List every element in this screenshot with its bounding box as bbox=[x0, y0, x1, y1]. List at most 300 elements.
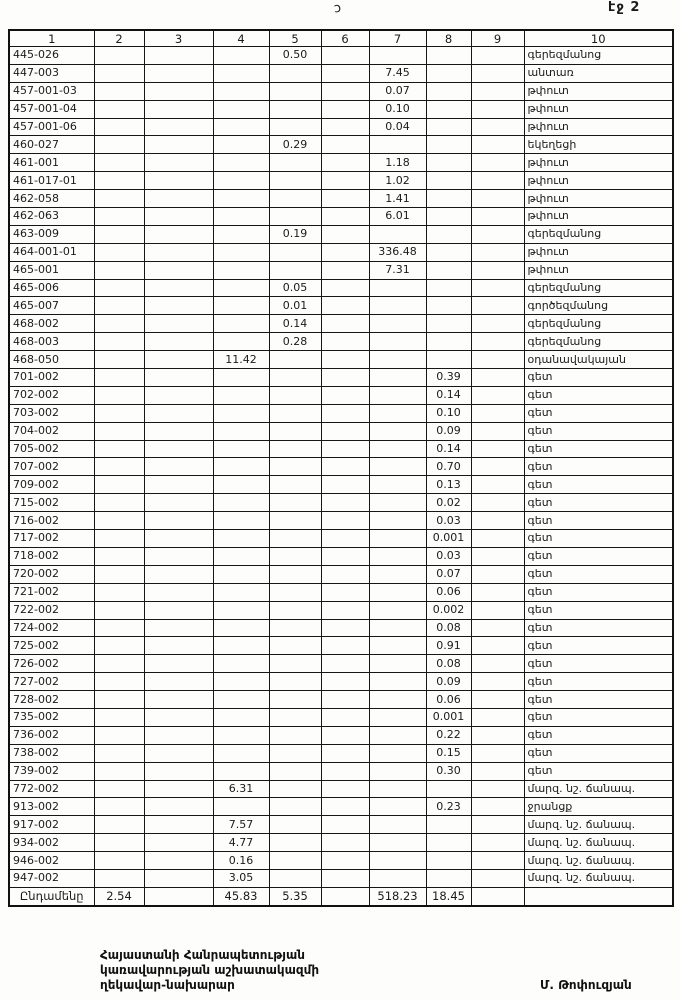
column-header: 1 bbox=[9, 30, 94, 47]
value-cell bbox=[94, 190, 144, 208]
table-row bbox=[9, 476, 673, 494]
parcel-code-cell: 718-002 bbox=[9, 547, 94, 565]
land-type-cell: թփուտ bbox=[524, 82, 673, 100]
parcel-code-cell: 772-002 bbox=[9, 780, 94, 798]
value-cell bbox=[471, 82, 524, 100]
land-type-cell: գետ bbox=[524, 637, 673, 655]
value-cell: 0.29 bbox=[269, 136, 321, 154]
land-type-cell: գետ bbox=[524, 547, 673, 565]
value-cell bbox=[369, 601, 426, 619]
value-cell bbox=[213, 136, 269, 154]
land-type-cell: գերեզմանոց bbox=[524, 225, 673, 243]
table-row bbox=[9, 208, 673, 226]
table-row bbox=[9, 136, 673, 154]
value-cell: 0.50 bbox=[269, 47, 321, 65]
table-row bbox=[9, 780, 673, 798]
value-cell bbox=[426, 225, 471, 243]
value-cell: 6.31 bbox=[213, 780, 269, 798]
value-cell: 0.08 bbox=[426, 655, 471, 673]
value-cell bbox=[213, 422, 269, 440]
land-type-cell: մարզ. նշ. ճանապ. bbox=[524, 869, 673, 887]
value-cell bbox=[321, 172, 369, 190]
value-cell bbox=[213, 225, 269, 243]
value-cell bbox=[369, 834, 426, 852]
value-cell bbox=[471, 351, 524, 369]
value-cell bbox=[94, 47, 144, 65]
value-cell bbox=[213, 726, 269, 744]
parcel-code-cell: 934-002 bbox=[9, 834, 94, 852]
value-cell: 0.02 bbox=[426, 494, 471, 512]
land-type-cell: գետ bbox=[524, 386, 673, 404]
land-type-cell: թփուտ bbox=[524, 100, 673, 118]
value-cell bbox=[321, 154, 369, 172]
table-row bbox=[9, 637, 673, 655]
value-cell bbox=[144, 190, 213, 208]
column-header: 4 bbox=[213, 30, 269, 47]
value-cell bbox=[471, 136, 524, 154]
value-cell bbox=[94, 154, 144, 172]
table-row bbox=[9, 512, 673, 530]
value-cell bbox=[269, 64, 321, 82]
value-cell bbox=[471, 404, 524, 422]
land-type-cell: գերեզմանոց bbox=[524, 47, 673, 65]
value-cell bbox=[269, 476, 321, 494]
value-cell bbox=[321, 601, 369, 619]
value-cell bbox=[471, 869, 524, 887]
table-row bbox=[9, 82, 673, 100]
value-cell bbox=[94, 440, 144, 458]
value-cell bbox=[426, 279, 471, 297]
handwritten-mark: ↄ bbox=[332, 0, 343, 17]
value-cell bbox=[144, 315, 213, 333]
land-type-cell: մարզ. նշ. ճանապ. bbox=[524, 834, 673, 852]
value-cell bbox=[94, 547, 144, 565]
value-cell bbox=[471, 243, 524, 261]
value-cell: 0.10 bbox=[426, 404, 471, 422]
parcel-code-cell: 739-002 bbox=[9, 762, 94, 780]
land-type-cell: եկեղեցի bbox=[524, 136, 673, 154]
value-cell: 0.23 bbox=[426, 798, 471, 816]
value-cell bbox=[144, 708, 213, 726]
value-cell bbox=[321, 279, 369, 297]
column-header: 5 bbox=[269, 30, 321, 47]
value-cell bbox=[369, 369, 426, 387]
value-cell bbox=[213, 601, 269, 619]
parcel-code-cell: 705-002 bbox=[9, 440, 94, 458]
value-cell: 5.35 bbox=[269, 887, 321, 905]
value-cell: 0.06 bbox=[426, 583, 471, 601]
land-type-cell bbox=[524, 887, 673, 905]
value-cell bbox=[321, 261, 369, 279]
value-cell bbox=[144, 565, 213, 583]
value-cell bbox=[144, 386, 213, 404]
value-cell bbox=[94, 530, 144, 548]
value-cell bbox=[144, 547, 213, 565]
land-type-cell: գետ bbox=[524, 601, 673, 619]
page-number-label: էջ 2 bbox=[608, 0, 641, 15]
land-type-cell: թփուտ bbox=[524, 243, 673, 261]
value-cell bbox=[94, 172, 144, 190]
value-cell bbox=[269, 798, 321, 816]
value-cell bbox=[213, 47, 269, 65]
value-cell: 45.83 bbox=[213, 887, 269, 905]
value-cell bbox=[321, 583, 369, 601]
value-cell bbox=[369, 798, 426, 816]
table-row bbox=[9, 261, 673, 279]
table-row bbox=[9, 369, 673, 387]
value-cell bbox=[471, 386, 524, 404]
value-cell bbox=[94, 333, 144, 351]
value-cell bbox=[321, 440, 369, 458]
value-cell bbox=[94, 208, 144, 226]
parcel-code-cell: 724-002 bbox=[9, 619, 94, 637]
value-cell: 0.04 bbox=[369, 118, 426, 136]
value-cell bbox=[269, 243, 321, 261]
value-cell bbox=[144, 530, 213, 548]
value-cell bbox=[471, 476, 524, 494]
value-cell bbox=[144, 440, 213, 458]
value-cell bbox=[144, 154, 213, 172]
value-cell bbox=[369, 315, 426, 333]
value-cell bbox=[471, 118, 524, 136]
value-cell bbox=[144, 852, 213, 870]
value-cell bbox=[213, 476, 269, 494]
land-type-cell: գետ bbox=[524, 583, 673, 601]
value-cell: 0.16 bbox=[213, 852, 269, 870]
value-cell bbox=[321, 619, 369, 637]
value-cell bbox=[144, 279, 213, 297]
value-cell bbox=[269, 655, 321, 673]
value-cell bbox=[94, 834, 144, 852]
value-cell bbox=[94, 601, 144, 619]
value-cell bbox=[369, 225, 426, 243]
value-cell bbox=[426, 100, 471, 118]
value-cell: 11.42 bbox=[213, 351, 269, 369]
parcel-code-cell: 725-002 bbox=[9, 637, 94, 655]
value-cell bbox=[213, 315, 269, 333]
value-cell bbox=[471, 369, 524, 387]
land-parcel-table bbox=[8, 29, 674, 907]
parcel-code-cell: 464-001-01 bbox=[9, 243, 94, 261]
value-cell bbox=[321, 816, 369, 834]
land-type-cell: թփուտ bbox=[524, 118, 673, 136]
land-type-cell: թփուտ bbox=[524, 261, 673, 279]
value-cell bbox=[94, 583, 144, 601]
value-cell bbox=[471, 708, 524, 726]
value-cell bbox=[369, 691, 426, 709]
value-cell bbox=[321, 834, 369, 852]
value-cell bbox=[144, 458, 213, 476]
value-cell bbox=[94, 869, 144, 887]
table-row bbox=[9, 583, 673, 601]
value-cell bbox=[269, 816, 321, 834]
value-cell bbox=[369, 512, 426, 530]
value-cell bbox=[213, 82, 269, 100]
table-row bbox=[9, 619, 673, 637]
value-cell: 0.14 bbox=[426, 440, 471, 458]
parcel-code-cell: 717-002 bbox=[9, 530, 94, 548]
value-cell bbox=[321, 208, 369, 226]
value-cell bbox=[144, 64, 213, 82]
value-cell bbox=[94, 369, 144, 387]
value-cell bbox=[144, 726, 213, 744]
land-type-cell: գետ bbox=[524, 655, 673, 673]
value-cell bbox=[144, 243, 213, 261]
value-cell bbox=[471, 816, 524, 834]
value-cell bbox=[426, 243, 471, 261]
value-cell bbox=[426, 315, 471, 333]
value-cell bbox=[213, 708, 269, 726]
value-cell bbox=[213, 744, 269, 762]
value-cell bbox=[94, 726, 144, 744]
value-cell bbox=[471, 172, 524, 190]
value-cell bbox=[213, 547, 269, 565]
value-cell bbox=[213, 118, 269, 136]
value-cell bbox=[369, 476, 426, 494]
value-cell: 0.03 bbox=[426, 512, 471, 530]
land-type-cell: գետ bbox=[524, 494, 673, 512]
value-cell bbox=[426, 47, 471, 65]
value-cell bbox=[321, 458, 369, 476]
value-cell bbox=[144, 225, 213, 243]
value-cell bbox=[321, 852, 369, 870]
value-cell bbox=[321, 243, 369, 261]
parcel-code-cell: 720-002 bbox=[9, 565, 94, 583]
value-cell bbox=[369, 708, 426, 726]
value-cell bbox=[471, 333, 524, 351]
value-cell bbox=[369, 404, 426, 422]
parcel-code-cell: 946-002 bbox=[9, 852, 94, 870]
parcel-code-cell: 707-002 bbox=[9, 458, 94, 476]
value-cell bbox=[269, 261, 321, 279]
table-row bbox=[9, 816, 673, 834]
value-cell bbox=[144, 583, 213, 601]
value-cell bbox=[426, 333, 471, 351]
value-cell bbox=[213, 458, 269, 476]
value-cell bbox=[369, 744, 426, 762]
value-cell bbox=[213, 494, 269, 512]
table-row bbox=[9, 458, 673, 476]
value-cell bbox=[321, 422, 369, 440]
value-cell bbox=[426, 297, 471, 315]
value-cell: 518.23 bbox=[369, 887, 426, 905]
value-cell bbox=[213, 297, 269, 315]
value-cell bbox=[321, 798, 369, 816]
value-cell bbox=[369, 530, 426, 548]
value-cell bbox=[144, 887, 213, 905]
value-cell bbox=[269, 708, 321, 726]
value-cell bbox=[426, 136, 471, 154]
column-header: 8 bbox=[426, 30, 471, 47]
table-row bbox=[9, 869, 673, 887]
value-cell bbox=[213, 386, 269, 404]
value-cell bbox=[471, 279, 524, 297]
value-cell bbox=[94, 565, 144, 583]
value-cell: 0.14 bbox=[269, 315, 321, 333]
column-header: 10 bbox=[524, 30, 673, 47]
value-cell bbox=[321, 369, 369, 387]
value-cell bbox=[94, 136, 144, 154]
value-cell: 3.05 bbox=[213, 869, 269, 887]
value-cell bbox=[269, 691, 321, 709]
value-cell bbox=[269, 565, 321, 583]
value-cell bbox=[321, 64, 369, 82]
value-cell bbox=[471, 655, 524, 673]
value-cell: 0.13 bbox=[426, 476, 471, 494]
value-cell bbox=[213, 637, 269, 655]
land-type-cell: գործեզմանոց bbox=[524, 297, 673, 315]
value-cell: 1.18 bbox=[369, 154, 426, 172]
value-cell bbox=[321, 869, 369, 887]
value-cell bbox=[471, 530, 524, 548]
value-cell: 0.14 bbox=[426, 386, 471, 404]
land-type-cell: գետ bbox=[524, 440, 673, 458]
table-row bbox=[9, 744, 673, 762]
value-cell bbox=[321, 82, 369, 100]
parcel-code-cell: 722-002 bbox=[9, 601, 94, 619]
value-cell bbox=[269, 869, 321, 887]
value-cell bbox=[471, 852, 524, 870]
value-cell bbox=[321, 386, 369, 404]
parcel-code-cell: 463-009 bbox=[9, 225, 94, 243]
value-cell bbox=[213, 64, 269, 82]
value-cell bbox=[144, 404, 213, 422]
value-cell bbox=[369, 547, 426, 565]
value-cell bbox=[94, 118, 144, 136]
value-cell bbox=[94, 673, 144, 691]
value-cell bbox=[213, 404, 269, 422]
footer-issuer-block bbox=[100, 948, 319, 993]
table-row bbox=[9, 351, 673, 369]
value-cell bbox=[213, 530, 269, 548]
value-cell bbox=[426, 852, 471, 870]
value-cell bbox=[213, 619, 269, 637]
column-header: 7 bbox=[369, 30, 426, 47]
parcel-code-cell: 704-002 bbox=[9, 422, 94, 440]
parcel-code-cell: 462-063 bbox=[9, 208, 94, 226]
value-cell bbox=[471, 887, 524, 905]
table-row bbox=[9, 297, 673, 315]
value-cell: 1.02 bbox=[369, 172, 426, 190]
value-cell bbox=[144, 494, 213, 512]
land-type-cell: անտառ bbox=[524, 64, 673, 82]
parcel-code-cell: 947-002 bbox=[9, 869, 94, 887]
value-cell bbox=[321, 351, 369, 369]
value-cell bbox=[369, 333, 426, 351]
parcel-code-cell: 716-002 bbox=[9, 512, 94, 530]
value-cell bbox=[269, 601, 321, 619]
parcel-code-cell: 457-001-03 bbox=[9, 82, 94, 100]
parcel-code-cell: 736-002 bbox=[9, 726, 94, 744]
value-cell bbox=[369, 351, 426, 369]
value-cell bbox=[321, 637, 369, 655]
land-type-cell: գետ bbox=[524, 744, 673, 762]
value-cell bbox=[213, 565, 269, 583]
land-type-cell: գետ bbox=[524, 476, 673, 494]
land-type-cell: մարզ. նշ. ճանապ. bbox=[524, 852, 673, 870]
value-cell bbox=[321, 190, 369, 208]
value-cell bbox=[144, 601, 213, 619]
value-cell bbox=[471, 762, 524, 780]
value-cell bbox=[213, 369, 269, 387]
value-cell bbox=[269, 369, 321, 387]
value-cell bbox=[471, 440, 524, 458]
value-cell bbox=[213, 190, 269, 208]
value-cell bbox=[144, 369, 213, 387]
value-cell: 0.002 bbox=[426, 601, 471, 619]
parcel-code-cell: 468-003 bbox=[9, 333, 94, 351]
value-cell bbox=[471, 261, 524, 279]
table-row bbox=[9, 601, 673, 619]
table-row bbox=[9, 762, 673, 780]
land-type-cell: ջրանցք bbox=[524, 798, 673, 816]
value-cell: 0.39 bbox=[426, 369, 471, 387]
column-header: 3 bbox=[144, 30, 213, 47]
value-cell bbox=[471, 64, 524, 82]
parcel-code-cell: 462-058 bbox=[9, 190, 94, 208]
value-cell: 7.45 bbox=[369, 64, 426, 82]
value-cell bbox=[426, 780, 471, 798]
table-row bbox=[9, 530, 673, 548]
value-cell bbox=[213, 208, 269, 226]
value-cell bbox=[144, 816, 213, 834]
value-cell bbox=[321, 225, 369, 243]
value-cell bbox=[321, 744, 369, 762]
value-cell bbox=[369, 762, 426, 780]
value-cell bbox=[213, 583, 269, 601]
value-cell bbox=[94, 691, 144, 709]
value-cell bbox=[426, 172, 471, 190]
value-cell bbox=[94, 261, 144, 279]
value-cell bbox=[321, 655, 369, 673]
value-cell bbox=[269, 440, 321, 458]
parcel-code-cell: 701-002 bbox=[9, 369, 94, 387]
value-cell: 0.28 bbox=[269, 333, 321, 351]
value-cell bbox=[94, 619, 144, 637]
value-cell bbox=[369, 816, 426, 834]
value-cell: 0.91 bbox=[426, 637, 471, 655]
parcel-code-cell: 735-002 bbox=[9, 708, 94, 726]
parcel-code-cell: 445-026 bbox=[9, 47, 94, 65]
value-cell: 7.57 bbox=[213, 816, 269, 834]
value-cell bbox=[369, 780, 426, 798]
value-cell bbox=[94, 762, 144, 780]
table-row bbox=[9, 494, 673, 512]
value-cell bbox=[94, 315, 144, 333]
value-cell bbox=[471, 547, 524, 565]
table-row bbox=[9, 118, 673, 136]
parcel-code-cell: 715-002 bbox=[9, 494, 94, 512]
value-cell: 0.09 bbox=[426, 673, 471, 691]
parcel-code-cell: 913-002 bbox=[9, 798, 94, 816]
parcel-code-cell: 447-003 bbox=[9, 64, 94, 82]
value-cell bbox=[321, 315, 369, 333]
value-cell bbox=[369, 673, 426, 691]
value-cell bbox=[471, 601, 524, 619]
value-cell bbox=[369, 619, 426, 637]
value-cell bbox=[321, 494, 369, 512]
value-cell bbox=[144, 118, 213, 136]
land-type-cell: գետ bbox=[524, 619, 673, 637]
value-cell bbox=[426, 208, 471, 226]
table-row bbox=[9, 154, 673, 172]
value-cell bbox=[94, 100, 144, 118]
value-cell bbox=[426, 261, 471, 279]
value-cell bbox=[321, 476, 369, 494]
value-cell bbox=[144, 100, 213, 118]
value-cell bbox=[94, 494, 144, 512]
value-cell bbox=[269, 386, 321, 404]
